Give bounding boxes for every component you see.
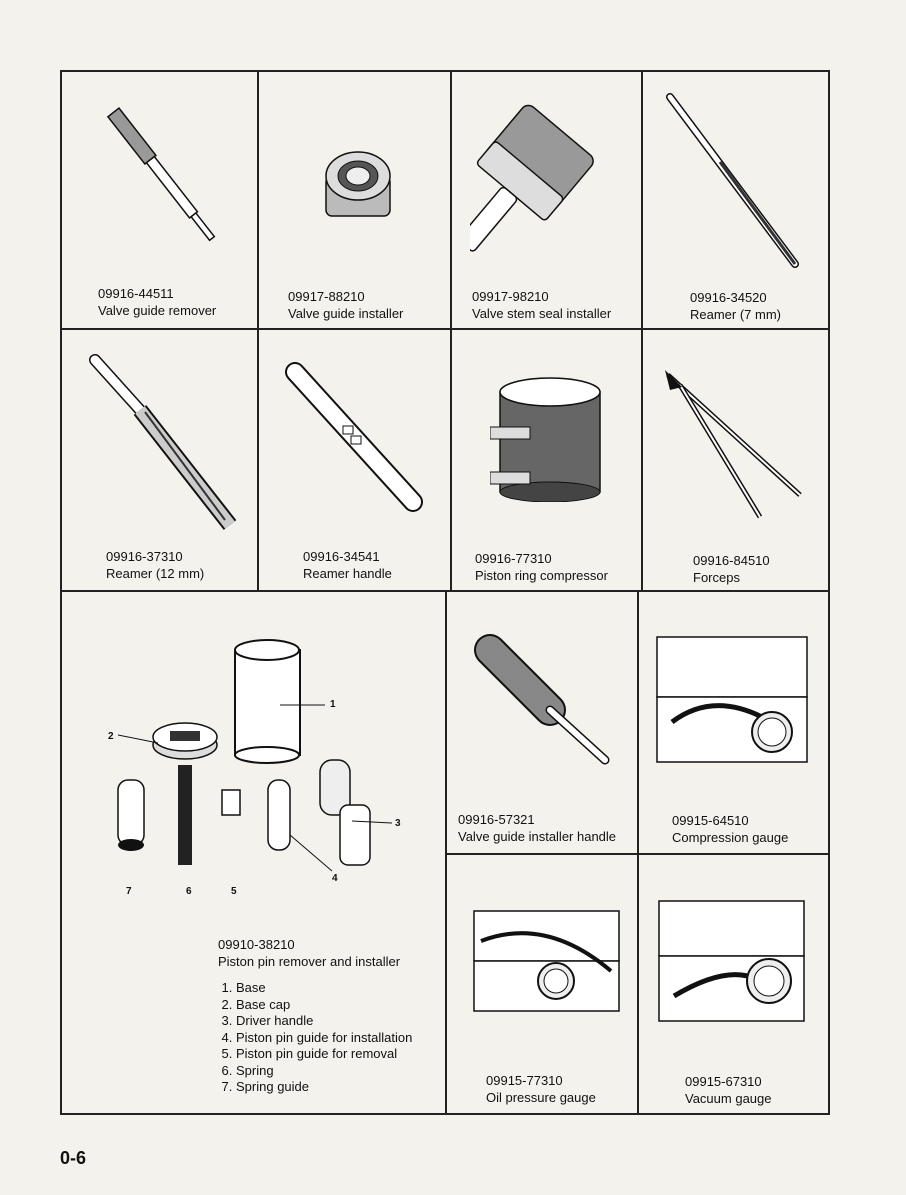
tool-name: Oil pressure gauge	[486, 1090, 596, 1105]
caption-valve-guide-installer-handle	[458, 811, 616, 845]
tool-name: Piston pin remover and installer	[218, 953, 401, 969]
caption-reamer-7mm	[690, 289, 781, 323]
caption-oil-pressure-gauge	[486, 1072, 596, 1106]
callout-7: 7	[126, 886, 132, 897]
valve-guide-installer-illustration	[318, 148, 398, 228]
col-divider-3	[641, 71, 643, 590]
part-number: 09915-77310	[486, 1073, 563, 1088]
part-number: 09910-38210	[218, 937, 295, 952]
tool-name: Forceps	[693, 570, 740, 585]
valve-guide-remover-illustration	[80, 90, 250, 270]
callout-6: 6	[186, 886, 192, 897]
part-number: 09917-98210	[472, 289, 549, 304]
list-item: 1. Base	[236, 980, 412, 997]
caption-piston-ring-compressor	[475, 550, 608, 584]
valve-guide-installer-handle-illustration	[470, 630, 615, 770]
list-item: 6. Spring	[236, 1063, 412, 1080]
part-number: 09916-34541	[303, 549, 380, 564]
list-item: 7. Spring guide	[236, 1079, 412, 1096]
tool-name: Reamer (7 mm)	[690, 307, 782, 322]
part-number: 09917-88210	[288, 289, 365, 304]
callout-5: 5	[231, 886, 237, 897]
list-item: 5. Piston pin guide for removal	[236, 1046, 412, 1063]
tool-name: Piston ring compressor	[475, 568, 608, 583]
oil-pressure-gauge-illustration	[466, 906, 626, 1016]
piston-ring-compressor-illustration	[490, 372, 610, 502]
callout-4: 4	[332, 873, 338, 884]
tool-name: Valve guide installer handle	[458, 829, 617, 844]
col-divider-1	[257, 71, 259, 590]
col-divider-2	[450, 71, 452, 590]
piston-pin-kit-illustration	[100, 635, 420, 885]
list-item: 3. Driver handle	[236, 1013, 412, 1030]
reamer-12mm-illustration	[85, 350, 245, 535]
tool-name: Compression gauge	[672, 830, 789, 845]
part-number: 09915-64510	[672, 813, 749, 828]
reamer-handle-illustration	[285, 362, 425, 512]
page-number: 0-6	[60, 1148, 87, 1168]
reamer-7mm-illustration	[660, 92, 810, 272]
callout-1: 1	[330, 699, 336, 710]
list-item: 2. Base cap	[236, 997, 412, 1014]
caption-valve-stem-seal-installer	[472, 288, 611, 322]
part-number: 09916-77310	[475, 551, 552, 566]
caption-valve-guide-remover	[98, 285, 216, 319]
piston-pin-kit-caption	[218, 937, 412, 1096]
caption-compression-gauge	[672, 812, 788, 846]
caption-reamer-handle	[303, 548, 392, 582]
list-item: 4. Piston pin guide for installation	[236, 1030, 412, 1047]
callout-2: 2	[108, 731, 114, 742]
part-number: 09916-84510	[693, 553, 770, 568]
col-divider-4	[445, 590, 447, 1114]
forceps-illustration	[660, 365, 810, 525]
compression-gauge-illustration	[652, 632, 812, 767]
tool-name: Reamer (12 mm)	[106, 566, 205, 581]
vacuum-gauge-illustration	[654, 896, 809, 1026]
part-number: 09915-67310	[685, 1074, 762, 1089]
caption-forceps	[693, 552, 770, 586]
tool-name: Valve stem seal installer	[472, 306, 612, 321]
tool-name: Reamer handle	[303, 566, 392, 581]
part-number: 09916-34520	[690, 290, 767, 305]
caption-reamer-12mm	[106, 548, 204, 582]
caption-vacuum-gauge	[685, 1073, 772, 1107]
callout-3: 3	[395, 818, 401, 829]
part-number: 09916-44511	[98, 286, 174, 301]
parts-list	[218, 980, 412, 1096]
col-divider-5	[637, 590, 639, 1114]
tool-name: Valve guide installer	[288, 306, 404, 321]
tool-name: Vacuum gauge	[685, 1091, 772, 1106]
part-number: 09916-37310	[106, 549, 183, 564]
part-number: 09916-57321	[458, 812, 535, 827]
caption-valve-guide-installer	[288, 288, 403, 322]
row-divider-1	[62, 328, 829, 330]
tool-name: Valve guide remover	[98, 303, 217, 318]
valve-stem-seal-installer-illustration	[470, 95, 630, 260]
